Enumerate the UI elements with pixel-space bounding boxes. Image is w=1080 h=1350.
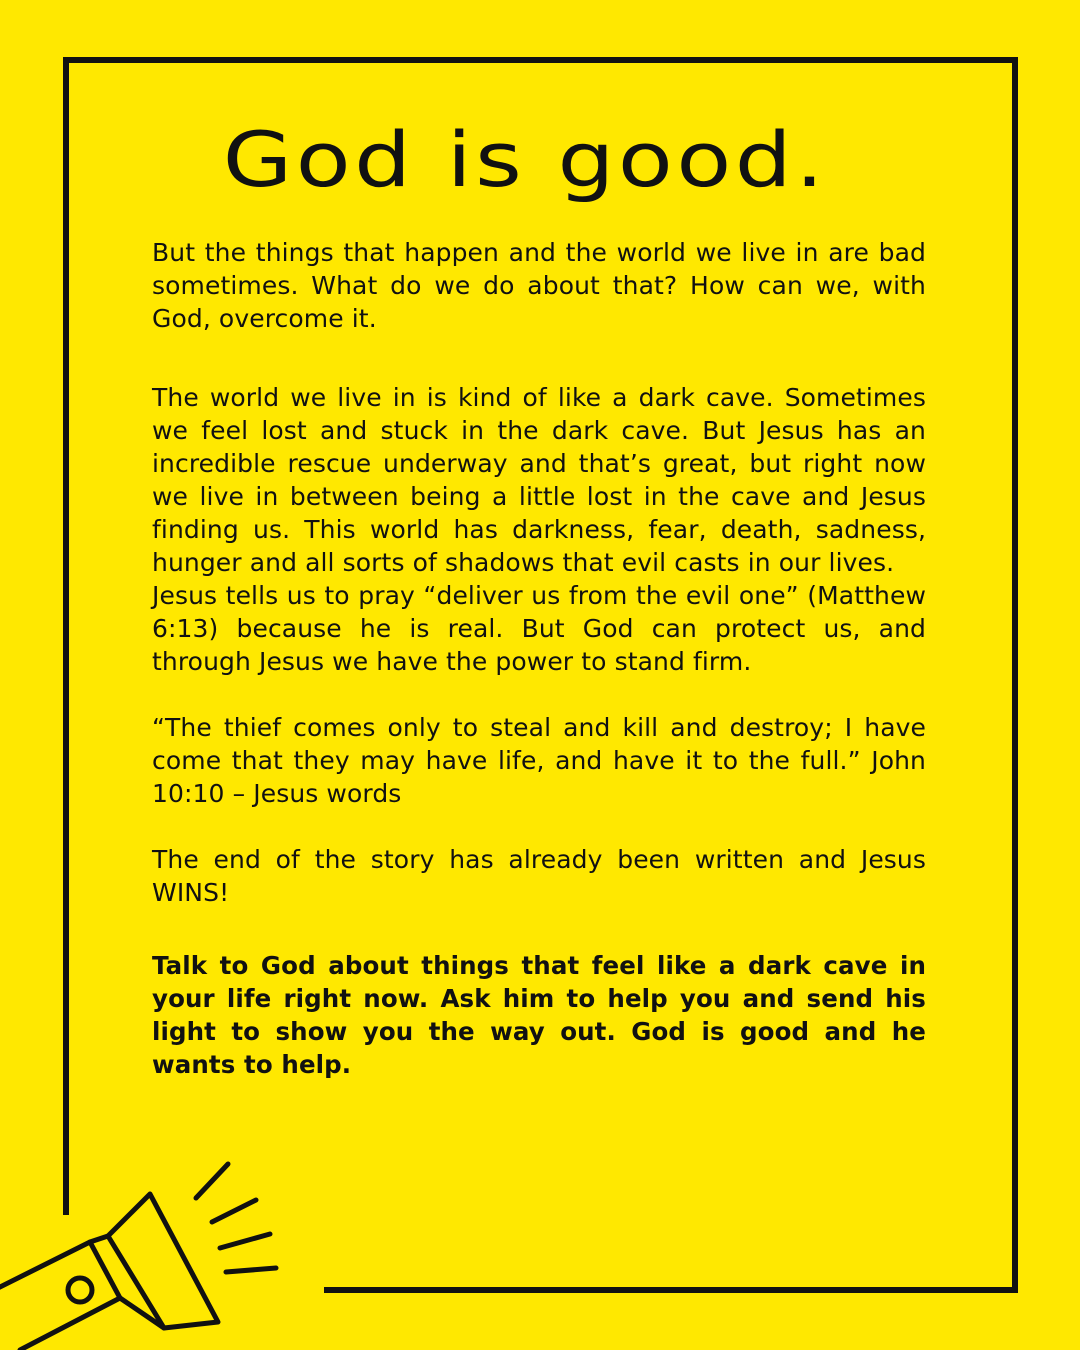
paragraph-intro: But the things that happen and the world we live in are bad sometimes. What do we do about that? How can we, with God, overcome it. xyxy=(152,238,926,333)
paragraph-call-to-action: Talk to God about things that feel like a dark cave in your life right now. Ask him to help you and send his light to show you the way out. God is good and he wants to help. xyxy=(152,951,926,1079)
page-title: God is good. xyxy=(222,115,828,204)
body-text xyxy=(152,236,926,1081)
paragraph-pray: Jesus tells us to pray “deliver us from the evil one” (Matthew 6:13) because he is real. But God can protect us, and through Jesus we have the power to stand firm. xyxy=(152,581,926,676)
flashlight-icon xyxy=(0,1150,300,1350)
paragraph-scripture-quote: “The thief comes only to steal and kill and destroy; I have come that they may have life, and have it to the full.” John 10:10 – Jesus words xyxy=(152,713,926,808)
paragraph-dark-cave: The world we live in is kind of like a dark cave. Sometimes we feel lost and stuck in the dark cave. But Jesus has an incredible rescue underway and that’s great, but right now we live in between being a little lost in the cave and Jesus finding us. This world has darkness, fear, death, sadness, hunger and all sorts of shadows that evil casts in our lives. xyxy=(152,383,926,577)
paragraph-jesus-wins: The end of the story has already been written and Jesus WINS! xyxy=(152,845,926,907)
